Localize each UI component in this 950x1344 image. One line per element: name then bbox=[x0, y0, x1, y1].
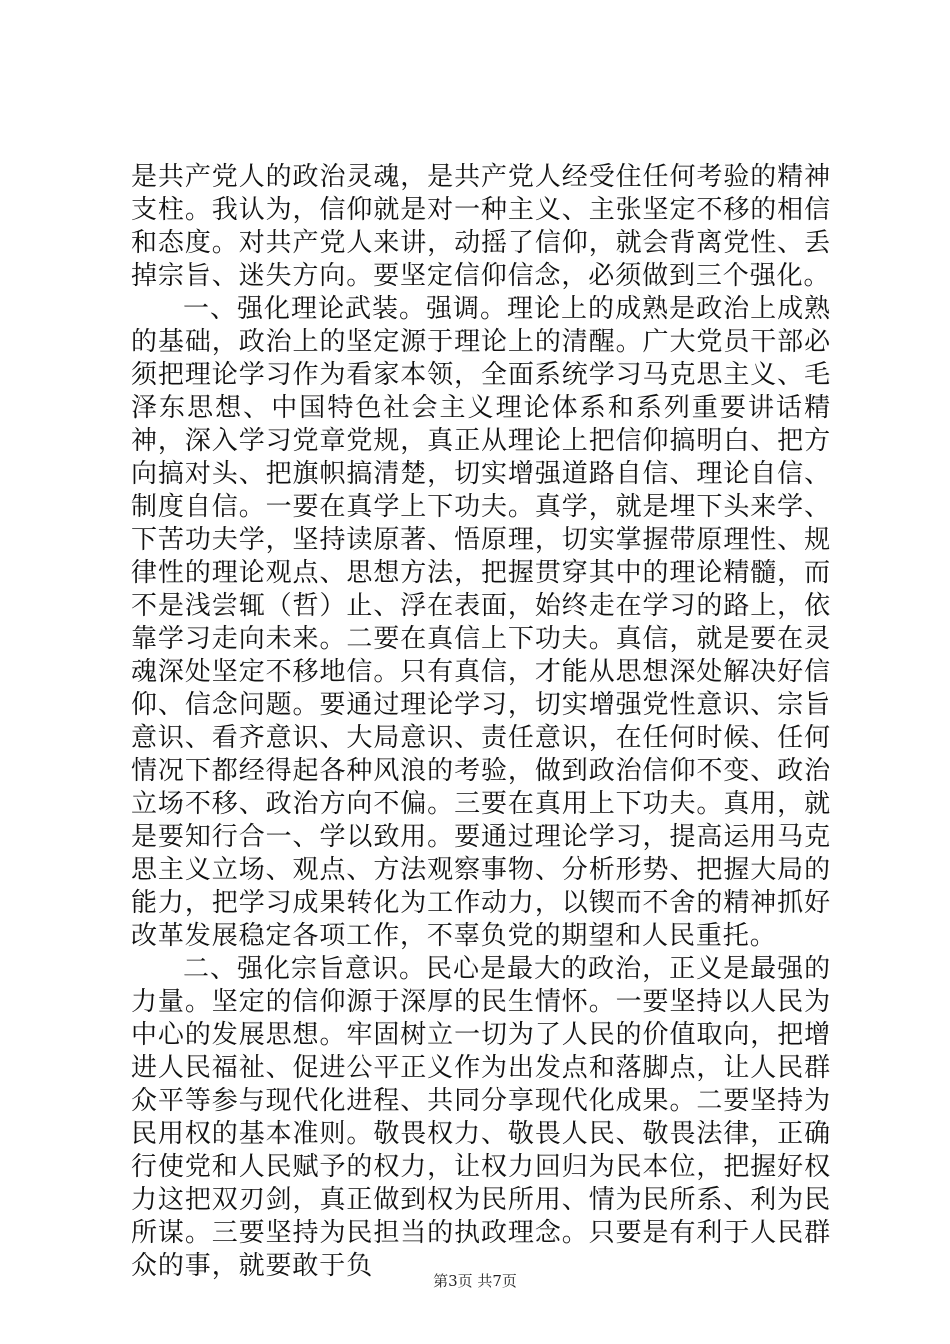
page-number-footer: 第3页 共7页 bbox=[433, 1272, 517, 1290]
document-body bbox=[131, 161, 831, 1283]
paragraph-theory: 一、强化理论武装。强调。理论上的成熟是政治上成熟的基础，政治上的坚定源于理论上的清醒。广大党员干部必须把理论学习作为看家本领，全面系统学习马克思主义、毛泽东思想、中国特色社会主义理论体系和系列重要讲话精神，深入学习党章党规，真正从理论上把信仰搞明白、把方向搞对头、把旗帜搞清楚，切实增强道路自信、理论自信、制度自信。一要在真学上下功夫。真学，就是埋下头来学、下苦功夫学，坚持读原著、悟原理，切实掌握带原理性、规律性的理论观点、思想方法，把握贯穿其中的理论精髓，而不是浅尝辄（哲）止、浮在表面，始终走在学习的路上，依靠学习走向未来。二要在真信上下功夫。真信，就是要在灵魂深处坚定不移地信。只有真信，才能从思想深处解决好信仰、信念问题。要通过理论学习，切实增强党性意识、宗旨意识、看齐意识、大局意识、责任意识，在任何时候、任何情况下都经得起各种风浪的考验，做到政治信仰不变、政治立场不移、政治方向不偏。三要在真用上下功夫。真用，就是要知行合一、学以致用。要通过理论学习，提高运用马克思主义立场、观点、方法观察事物、分析形势、把握大局的能力，把学习成果转化为工作动力，以锲而不舍的精神抓好改革发展稳定各项工作，不辜负党的期望和人民重托。 bbox=[131, 294, 831, 951]
paragraph-continuation: 是共产党人的政治灵魂，是共产党人经受住任何考验的精神支柱。我认为，信仰就是对一种主义、主张坚定不移的相信和态度。对共产党人来讲，动摇了信仰，就会背离党性、丢掉宗旨、迷失方向。要坚定信仰信念，必须做到三个强化。 bbox=[131, 162, 831, 291]
paragraph-purpose: 二、强化宗旨意识。民心是最大的政治，正义是最强的力量。坚定的信仰源于深厚的民生情怀。一要坚持以人民为中心的发展思想。牢固树立一切为了人民的价值取向，把增进人民福祉、促进公平正义作为出发点和落脚点，让人民群众平等参与现代化进程、共同分享现代化成果。二要坚持为民用权的基本准则。敬畏权力、敬畏人民、敬畏法律，正确行使党和人民赋予的权力，让权力回归为民本位，把握好权力这把双刃剑，真正做到权为民所用、情为民所系、利为民所谋。三要坚持为民担当的执政理念。只要是有利于人民群众的事，就要敢于负 bbox=[131, 954, 831, 1281]
